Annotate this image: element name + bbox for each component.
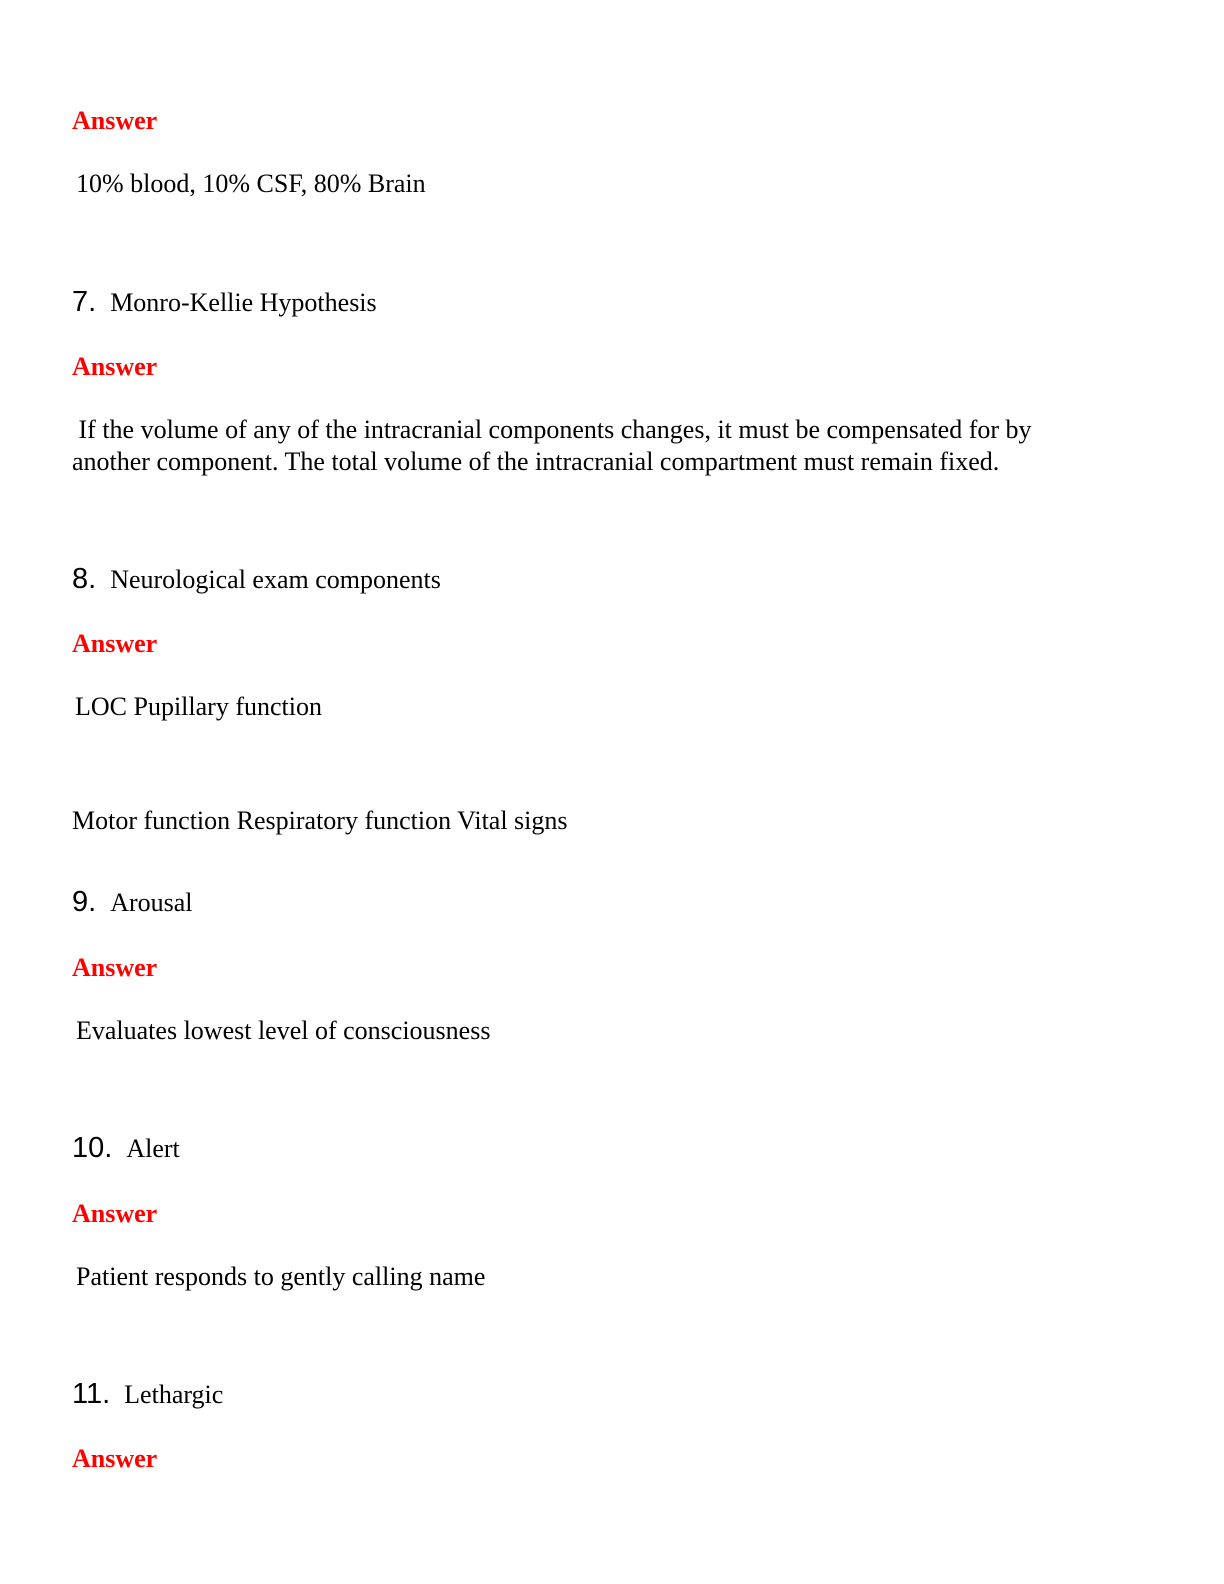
answer-label: Answer: [72, 352, 158, 381]
answer-label: Answer: [72, 1444, 158, 1473]
question-9: [72, 886, 193, 919]
question-8: [72, 563, 441, 596]
question-number: 11.: [72, 1378, 111, 1410]
answer-text: Patient responds to gently calling name: [76, 1262, 486, 1291]
question-number: 10.: [72, 1132, 113, 1164]
answer-text: 10% blood, 10% CSF, 80% Brain: [76, 169, 426, 198]
answer-label: Answer: [72, 1199, 158, 1228]
question-10: [72, 1132, 180, 1165]
question-number: 9.: [72, 886, 97, 918]
question-text: Neurological exam components: [110, 565, 441, 594]
question-7: [72, 286, 377, 319]
answer-text: If the volume of any of the intracranial components changes, it must be compensated for by another component. The total volume of the intracranial compartment must remain fixed.: [72, 415, 1032, 476]
answer-text: Motor function Respiratory function Vital signs: [72, 806, 568, 835]
question-text: Arousal: [110, 888, 193, 917]
answer-label: Answer: [72, 106, 158, 135]
question-11: [72, 1378, 223, 1411]
answer-text: LOC Pupillary function: [75, 692, 322, 721]
answer-label: Answer: [72, 953, 158, 982]
answer-text: Evaluates lowest level of consciousness: [76, 1016, 491, 1045]
question-text: Lethargic: [124, 1380, 224, 1409]
question-text: Alert: [126, 1134, 180, 1163]
question-text: Monro-Kellie Hypothesis: [110, 288, 377, 317]
question-number: 8.: [72, 563, 97, 595]
answer-label: Answer: [72, 629, 158, 658]
question-number: 7.: [72, 286, 97, 318]
